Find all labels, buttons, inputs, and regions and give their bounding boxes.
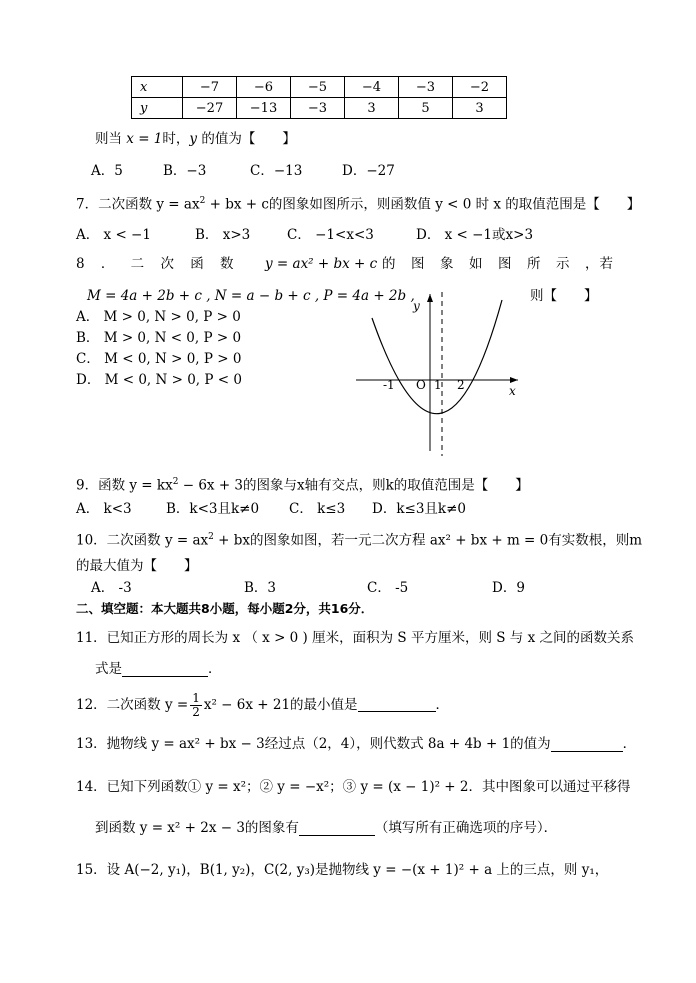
q8-stem-label: 8 ． 二 次 函 数 [76, 256, 240, 272]
q6-stem: 则当 x = 1时，y 的值为【 】 [95, 131, 296, 147]
q10-stem-line1: 10．二次函数 $y = ax^2$ + bx的图象如图，若一元二次方程 ax² + bx + m = 0有实数根，则m [76, 532, 643, 549]
table-row-x [132, 77, 507, 98]
table-cell: −27 [183, 98, 237, 119]
q9-option-b: B．k<3且k≠0 [166, 501, 260, 517]
q10-option-d: D．9 [492, 580, 525, 596]
q6-option-c: C．−13 [250, 163, 303, 179]
q8-bracket: 则【 】 [530, 288, 598, 304]
q13-stem: 13．抛物线 y = ax² + bx − 3经过点（2，4），则代数式 8a + 4b + 1的值为 ． [76, 736, 637, 752]
q8-conditions: M = 4a + 2b + c , N = a − b + c , P = 4a + 2b , [87, 288, 415, 304]
q8-option-b: B． M > 0, N < 0, P > 0 [76, 330, 242, 346]
table-cell: −6 [237, 77, 291, 98]
table-header-x: x [132, 77, 183, 98]
tick-label-1: 1 [434, 378, 442, 392]
q9-option-d: D．k≤3且k≠0 [372, 501, 466, 517]
table-row-y [132, 98, 507, 119]
table-cell: 3 [345, 98, 399, 119]
q15-stem: 15．设 A(−2, y₁)，B(1, y₂)，C(2, y₃)是抛物线 y = −(x + 1)² + a 上的三点，则 y₁， [76, 862, 609, 878]
y-axis-label: y [413, 299, 420, 313]
q6-option-d: D．−27 [342, 163, 395, 179]
q10-option-b: B．3 [244, 580, 277, 596]
origin-label: O [416, 378, 426, 392]
q14-line1: 14．已知下列函数① y = x²；② y = −x²；③ y = (x − 1)² + 2．其中图象可以通过平移得 [76, 779, 631, 795]
q7-option-b: B． x>3 [195, 227, 251, 243]
table-cell: 3 [453, 98, 507, 119]
q12-stem: 12．二次函数 y = $\frac{1}{2}$ x² − 6x + 21的最小值是 ． [76, 691, 450, 719]
table-cell: 5 [399, 98, 453, 119]
q8-parabola-graph [350, 288, 530, 458]
q7-option-a: A． x < −1 [76, 227, 151, 243]
q6-option-a: A．5 [91, 163, 123, 179]
answer-blank[interactable] [358, 699, 436, 712]
q10-option-c: C． -5 [367, 580, 409, 596]
q10-option-a: A． -3 [91, 580, 132, 596]
fraction-half: $\frac{1}{2}$ [192, 691, 200, 719]
table-cell: −3 [399, 77, 453, 98]
q11-line1: 11．已知正方形的周长为 x （ x > 0 ) 厘米，面积为 S 平方厘米，则 S 与 x 之间的函数关系 [76, 630, 634, 646]
q8-function: y = ax² + bx + c [265, 256, 378, 272]
table-cell: −7 [183, 77, 237, 98]
table-cell: −13 [237, 98, 291, 119]
table-cell: −5 [291, 77, 345, 98]
q8-stem-tail: 的 图 象 如 图 所 示 ，若 [382, 256, 614, 272]
answer-blank[interactable] [551, 739, 623, 752]
q14-line2: 到函数 y = x² + 2x − 3的图象有 （填写所有正确选项的序号）． [95, 820, 558, 836]
y-axis-arrow [427, 294, 433, 302]
q8-option-a: A． M > 0, N > 0, P > 0 [76, 309, 241, 325]
q7-option-d: D． x < −1或x>3 [416, 227, 534, 243]
q11-line2: 式是 ． [95, 661, 222, 677]
q9-stem: 9．函数 $y = kx^2 - 6x + 3$的图象与x轴有交点，则k的取值范围是【 】 [76, 477, 529, 494]
x-axis-label: x [509, 384, 516, 398]
xy-value-table [131, 76, 507, 119]
q7-stem: 7．二次函数 $y = ax^2$ + bx + c的图象如图所示，则函数值 y < 0 时 x 的取值范围是【 】 [76, 196, 641, 213]
q8-option-d: D． M < 0, N > 0, P < 0 [76, 372, 242, 388]
answer-blank[interactable] [122, 664, 208, 677]
q7-option-c: C． −1<x<3 [287, 227, 374, 243]
x-axis-arrow [510, 377, 518, 383]
q9-option-a: A． k<3 [76, 501, 132, 517]
table-cell: −4 [345, 77, 399, 98]
table-cell: −3 [291, 98, 345, 119]
q8-option-c: C． M < 0, N > 0, P > 0 [76, 351, 242, 367]
answer-blank[interactable] [299, 823, 375, 836]
table-header-y: y [132, 98, 183, 119]
parabola-curve [372, 300, 502, 414]
tick-label-neg1: -1 [383, 378, 395, 392]
tick-label-2: 2 [457, 378, 465, 392]
q9-option-c: C． k≤3 [289, 501, 346, 517]
q6-option-b: B．−3 [163, 163, 207, 179]
section-heading-fill-in: 二、填空题：本大题共8小题，每小题2分，共16分． [76, 601, 374, 616]
table-cell: −2 [453, 77, 507, 98]
q10-stem-line2: 的最大值为【 】 [76, 558, 198, 574]
